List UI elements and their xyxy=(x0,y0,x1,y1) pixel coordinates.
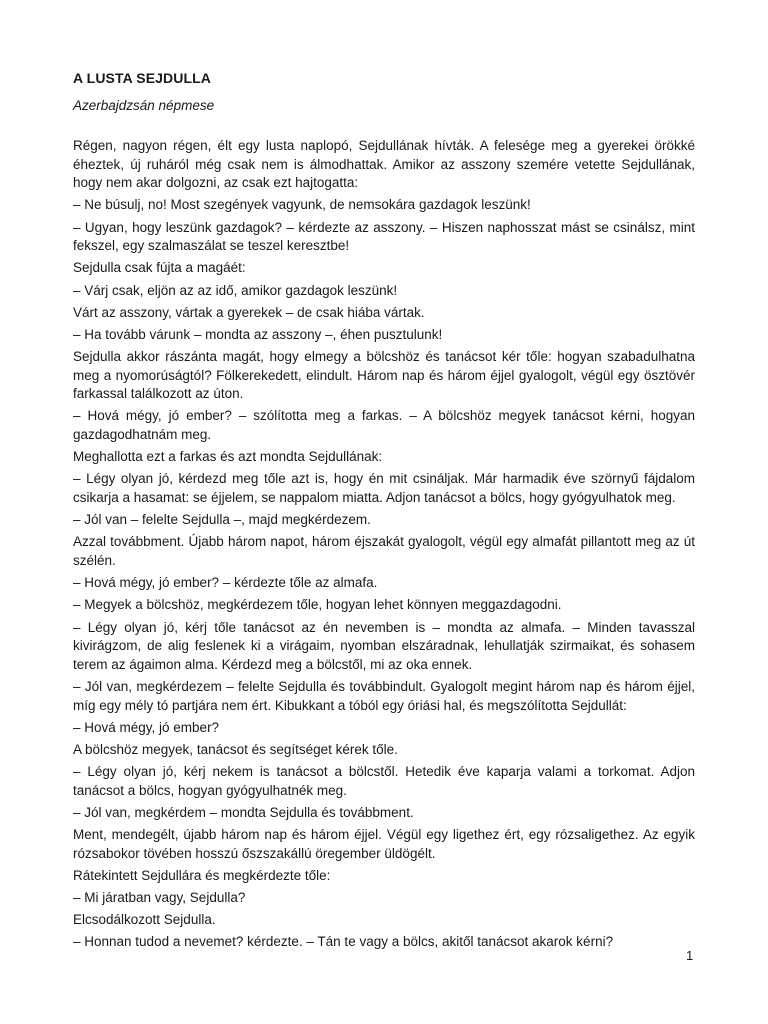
paragraph: Sejdulla akkor rászánta magát, hogy elmegy a bölcshöz és tanácsot kér tőle: hogyan szabadulhatna meg a nyomorúságtól? Fölkerekedett, elindult. Három nap és három éjjel gyalogolt, végül egy ösztövér farkassal találkozott az úton. xyxy=(73,349,695,402)
paragraph: – Jól van, megkérdem – mondta Sejdulla és továbbment. xyxy=(73,804,414,820)
page-number: 1 xyxy=(686,948,694,963)
paragraph: Elcsodálkozott Sejdulla. xyxy=(73,912,216,928)
paragraph: Meghallotta ezt a farkas és azt mondta Sejdullának: xyxy=(73,449,383,465)
paragraph: – Mi járatban vagy, Sejdulla? xyxy=(73,890,246,906)
paragraph: A bölcshöz megyek, tanácsot és segítséget kérek tőle. xyxy=(73,741,398,757)
paragraph: Rátekintett Sejdullára és megkérdezte tőle: xyxy=(73,867,331,883)
paragraph: – Hová mégy, jó ember? – szólította meg a farkas. – A bölcshöz megyek tanácsot kérni, hogyan gazdagodhatnám meg. xyxy=(73,408,695,443)
paragraph: – Jól van – felelte Sejdulla –, majd megkérdezem. xyxy=(73,512,371,528)
paragraph: – Várj csak, eljön az az idő, amikor gazdagok leszünk! xyxy=(73,282,398,298)
paragraph: Sejdulla csak fújta a magáét: xyxy=(73,260,246,276)
paragraph: Azzal továbbment. Újabb három napot, három éjszakát gyalogolt, végül egy almafát pillantott meg az út szélén. xyxy=(73,534,695,568)
paragraph: – Légy olyan jó, kérdezd meg tőle azt is, hogy én mit csináljak. Már harmadik éve szörnyű fájdalom csikarja a hasamat: se éjjelem, se nappalom miatta. Adjon tanácsot a bölcs, hogy gyógyulhatok meg. xyxy=(73,471,695,506)
paragraph: – Légy olyan jó, kérj nekem is tanácsot a bölcstől. Hetedik éve kaparja valami a torkomat. Adjon tanácsot a bölcs, hogyan gyógyulhatnék meg. xyxy=(73,764,695,798)
page-subtitle: Azerbajdzsán népmese xyxy=(73,98,215,113)
paragraph: – Honnan tudod a nevemet? kérdezte. – Tán te vagy a bölcs, akitől tanácsot akarok kérni? xyxy=(73,934,614,950)
paragraph: Várt az asszony, vártak a gyerekek – de csak hiába vártak. xyxy=(73,304,425,320)
paragraph: Ment, mendegélt, újabb három nap és három éjjel. Végül egy ligethez ért, egy rózsaligethez. Az egyik rózsabokor tövében hosszú őszszakállú öregember üldögélt. xyxy=(73,827,695,861)
paragraph: Régen, nagyon régen, élt egy lusta naplopó, Sejdullának hívták. A felesége meg a gyerekei örökké éheztek, új ruháról még csak nem is álmodhattak. Amikor az asszony szemére vetette Sejdullának, hogy nem akar dolgozni, az csak ezt hajtogatta: xyxy=(73,138,695,191)
paragraph: – Jól van, megkérdezem – felelte Sejdulla és továbbindult. Gyalogolt megint három nap és három éjjel, míg egy mély tó partjára nem ért. Kibukkant a tóból egy óriási hal, és megszólította Sejdullát: xyxy=(73,678,695,713)
paragraph: – Ne búsulj, no! Most szegények vagyunk, de nemsokára gazdagok leszünk! xyxy=(73,197,531,213)
page-title: A LUSTA SEJDULLA xyxy=(73,70,211,86)
paragraph: – Ugyan, hogy leszünk gazdagok? – kérdezte az asszony. – Hiszen naphosszat mást se csinálsz, mint fekszel, egy szalmaszálat se teszel keresztbe! xyxy=(73,219,695,254)
paragraph: – Hová mégy, jó ember? – kérdezte tőle az almafa. xyxy=(73,575,378,591)
paragraph: – Légy olyan jó, kérj tőle tanácsot az én nevemben is – mondta az almafa. – Minden tavasszal kivirágzom, de alig feslenek ki a virágaim, nyomban elszáradnak, lehullatják szirmaikat, és sohasem terem az ágaimon alma. Kérdezd meg a bölcstől, mi az oka ennek. xyxy=(73,619,695,672)
paragraph: – Hová mégy, jó ember? xyxy=(73,719,220,735)
paragraph: – Megyek a bölcshöz, megkérdezem tőle, hogyan lehet könnyen meggazdagodni. xyxy=(73,597,562,613)
paragraph: – Ha tovább várunk – mondta az asszony –, éhen pusztulunk! xyxy=(73,326,443,342)
story-body xyxy=(73,137,695,956)
